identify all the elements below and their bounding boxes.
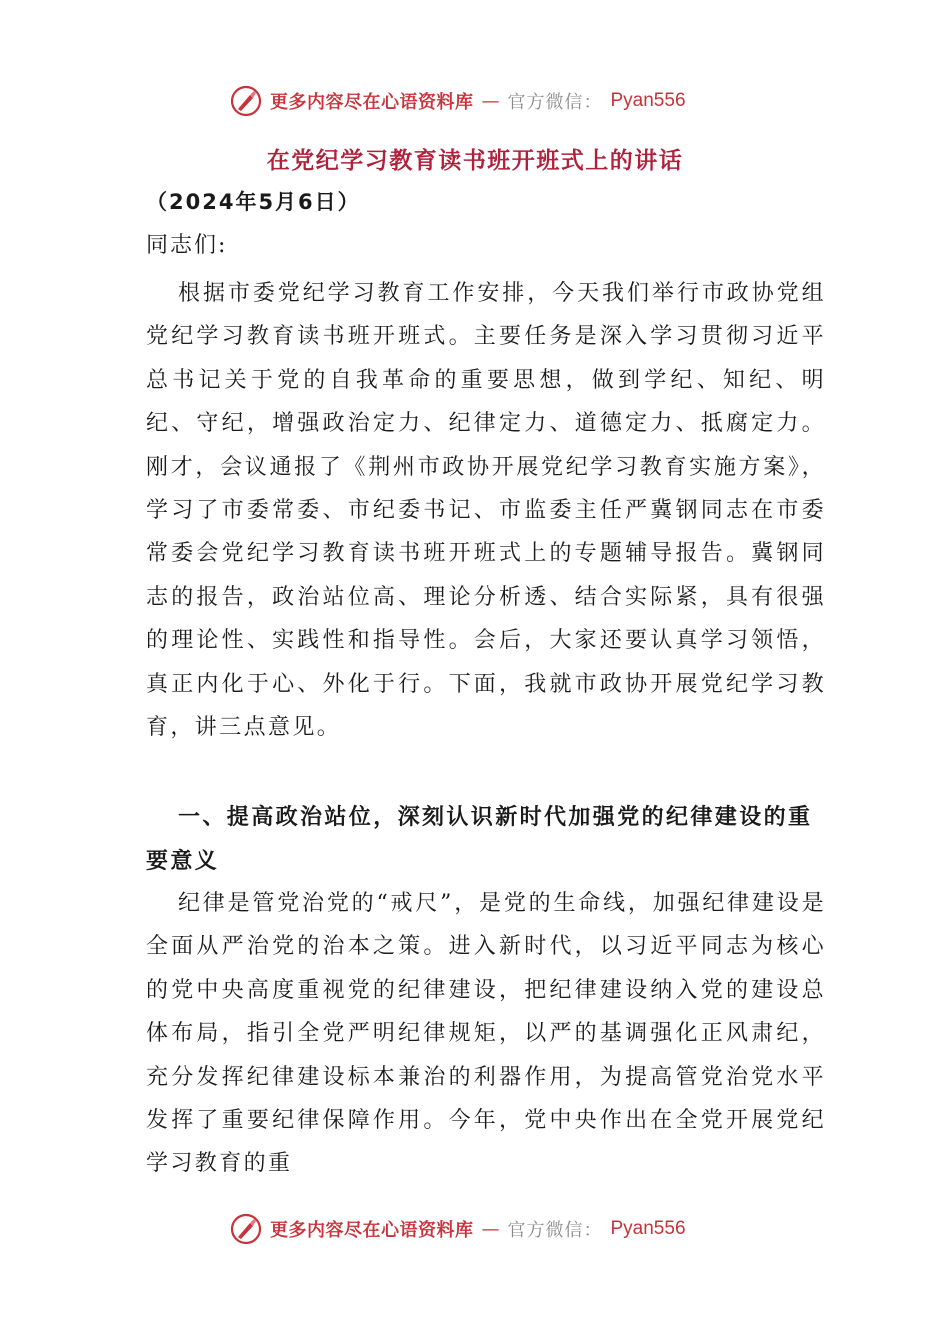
document-date: （2024年5月6日） bbox=[146, 190, 361, 214]
watermark-separator: — bbox=[481, 90, 500, 112]
watermark-text: 更多内容尽在心语资料库 bbox=[270, 92, 474, 113]
document-title: 在党纪学习教育读书班开班式上的讲话 bbox=[266, 148, 684, 174]
watermark-banner-bottom bbox=[230, 1212, 750, 1246]
paragraph-2: 纪律是管党治党的“戒尺”，是党的生命线，加强纪律建设是全面从严治党的治本之策。进入新时代，以习近平同志为核心的党中央高度重视党的纪律建设，把纪律建设纳入党的建设总体布局，指引全党严明纪律规矩，以严的基调强化正风肃纪，充分发挥纪律建设标本兼治的利器作用，为提高管党治党水平发挥了重要纪律保障作用。今年，党中央作出在全党开展党纪学习教育的重 bbox=[146, 891, 826, 1177]
pen-logo-icon bbox=[230, 1213, 262, 1245]
paragraph-1: 根据市委党纪学习教育工作安排，今天我们举行市政协党组党纪学习教育读书班开班式。主要任务是深入学习贯彻习近平总书记关于党的自我革命的重要思想，做到学纪、知纪、明纪、守纪，增强政治定力、纪律定力、道德定力、抵腐定力。刚才，会议通报了《荆州市政协开展党纪学习教育实施方案》，学习了市委常委、市纪委书记、市监委主任严冀钢同志在市委常委会党纪学习教育读书班开班式上的专题辅导报告。冀钢同志的报告，政治站位高、理论分析透、结合实际紧，具有很强的理论性、实践性和指导性。会后，大家还要认真学习领悟，真正内化于心、外化于行。下面，我就市政协开展党纪学习教育，讲三点意见。 bbox=[146, 281, 826, 741]
pen-logo-icon bbox=[230, 85, 262, 117]
watermark-banner-top bbox=[230, 84, 750, 118]
watermark-label: 官方微信： bbox=[507, 92, 603, 113]
watermark-text: 更多内容尽在心语资料库 bbox=[270, 1220, 474, 1241]
watermark-separator: — bbox=[481, 1218, 500, 1240]
watermark-label: 官方微信： bbox=[507, 1220, 603, 1241]
section-heading-1: 一、提高政治站位，深刻认识新时代加强党的纪律建设的重要意义 bbox=[146, 805, 813, 874]
watermark-wechat-id: Pyan556 bbox=[610, 1218, 686, 1239]
greeting: 同志们: bbox=[146, 233, 228, 258]
watermark-wechat-id: Pyan556 bbox=[610, 90, 686, 111]
